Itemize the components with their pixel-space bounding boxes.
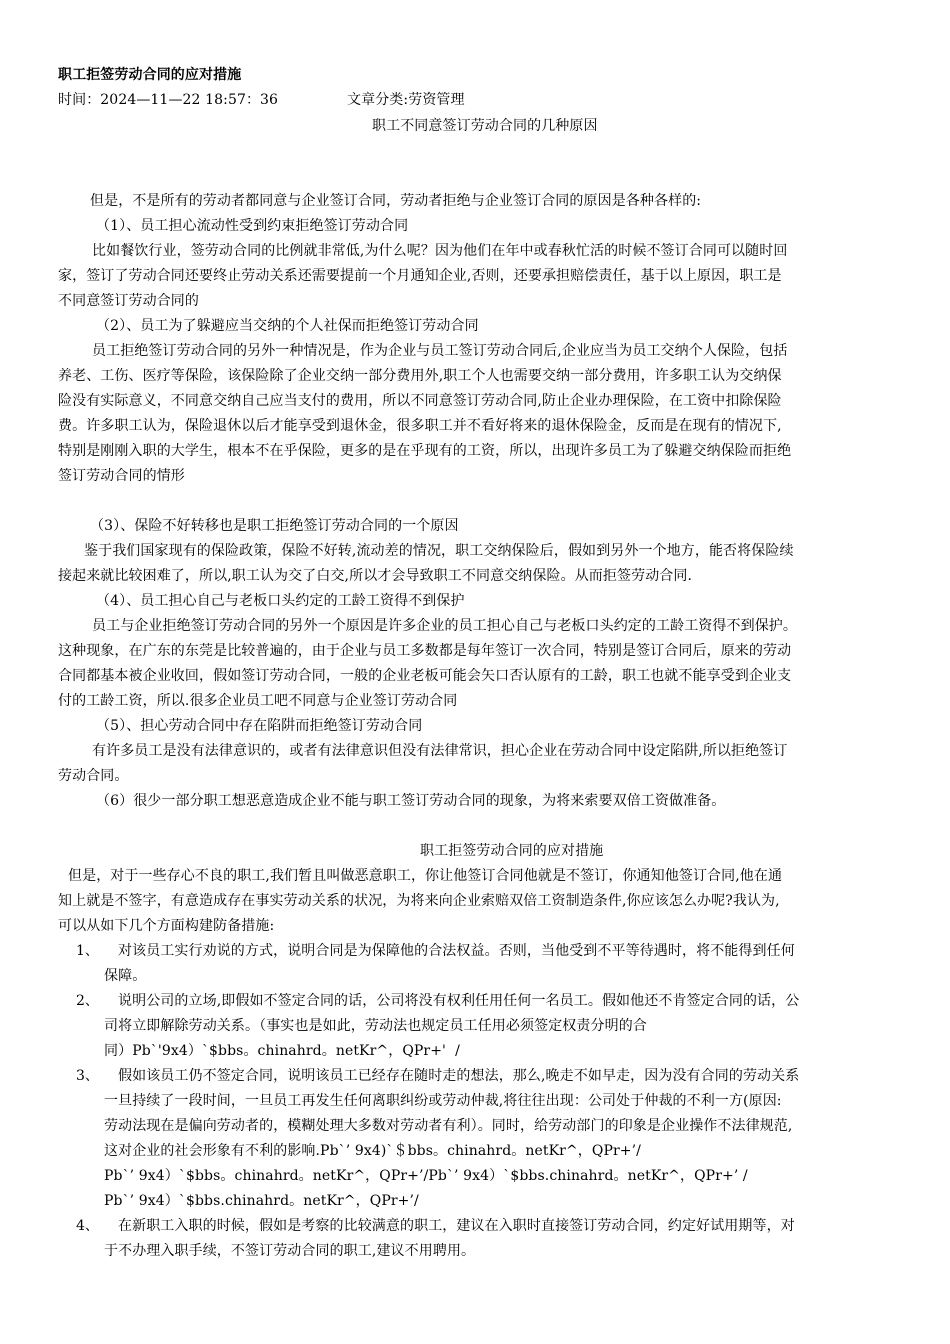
section-heading-measures: 职工拒签劳动合同的应对措施 xyxy=(420,843,604,859)
reason-text-line: 员工与企业拒绝签订劳动合同的另外一个原因是许多企业的员工担心自己与老板口头约定的工龄工资得不到保护。 xyxy=(92,618,797,634)
reason-heading: （4）、员工担心自己与老板口头约定的工龄工资得不到保护 xyxy=(96,593,465,609)
article-time: 时间：2024—11—22 18:57：36 xyxy=(58,92,279,108)
measure-text-line: 劳动法现在是偏向劳动者的，模糊处理大多数对劳动者有利）。同时，给劳动部门的印象是企业操作不法律规范, xyxy=(104,1118,793,1134)
reason-heading: （1）、员工担心流动性受到约束拒绝签订劳动合同 xyxy=(96,218,409,234)
intro-paragraph: 但是，不是所有的劳动者都同意与企业签订合同，劳动者拒绝与企业签订合同的原因是各种各样的: xyxy=(90,193,702,209)
measure-text-line: 于不办理入职手续，不签订劳动合同的职工,建议不用聘用。 xyxy=(104,1243,476,1259)
reason-heading: （6）很少一部分职工想恶意造成企业不能与职工签订劳动合同的现象，为将来索要双倍工资做准备。 xyxy=(96,793,726,809)
measure-number: 2、 xyxy=(76,993,99,1009)
measure-text-line: 同）Pb`'9x4）`$bbs。chinahrd。netKr^，QPr+' / xyxy=(104,1043,460,1059)
reason-text-line: 劳动合同。 xyxy=(58,768,129,784)
measure-text-line: 司将立即解除劳动关系。（事实也是如此，劳动法也规定员工任用必须签定权责分明的合 xyxy=(104,1018,647,1034)
measure-text-line: 在新职工入职的时候，假如是考察的比较满意的职工，建议在入职时直接签订劳动合同，约定好试用期等，对 xyxy=(118,1218,795,1234)
measure-number: 4、 xyxy=(76,1218,99,1234)
section-heading-reasons: 职工不同意签订劳动合同的几种原因 xyxy=(372,118,598,134)
measure-number: 3、 xyxy=(76,1068,99,1084)
reason-text-line: 费。许多职工认为，保险退休以后才能享受到退休金，很多职工并不看好将来的退休保险金，反而是在现有的情况下, xyxy=(58,418,782,434)
measure-text-line: 一旦持续了一段时间，一旦员工再发生任何离职纠纷或劳动仲裁,将往往出现：公司处于仲裁的不利一方(原因: xyxy=(104,1093,782,1109)
measure-text-line: 对该员工实行劝说的方式，说明合同是为保障他的合法权益。否则，当他受到不平等待遇时，将不能得到任何 xyxy=(118,943,795,959)
article-category: 文章分类:劳资管理 xyxy=(347,92,465,108)
measures-intro-line: 可以从如下几个方面构建防备措施: xyxy=(58,918,275,934)
reason-text-line: 养老、工伤、医疗等保险，该保险除了企业交纳一部分费用外,职工个人也需要交纳一部分费用，许多职工认为交纳保 xyxy=(58,368,782,384)
reason-text-line: 签订劳动合同的情形 xyxy=(58,468,185,484)
article-title: 职工拒签劳动合同的应对措施 xyxy=(58,67,242,83)
measure-text-line: Pb`’ 9x4）`$bbs.chinahrd。netKr^，QPr+’/ xyxy=(104,1193,419,1209)
reason-text-line: 这种现象，在广东的东莞是比较普遍的，由于企业与员工多数都是每年签订一次合同，特别是签订合同后，原来的劳动 xyxy=(58,643,792,659)
reason-text-line: 比如餐饮行业，签劳动合同的比例就非常低,为什么呢？因为他们在年中或春秋忙活的时候不签订合同可以随时回 xyxy=(92,243,788,259)
reason-text-line: 险没有实际意义，不同意交纳自己应当支付的费用，所以不同意签订劳动合同,防止企业办理保险，在工资中扣除保险 xyxy=(58,393,782,409)
measures-intro-line: 知上就是不签字，有意造成存在事实劳动关系的状况，为将来向企业索赔双倍工资制造条件,你应该怎么办呢?我认为, xyxy=(58,893,780,909)
reason-text-line: 家，签订了劳动合同还要终止劳动关系还需要提前一个月通知企业,否则，还要承担赔偿责任，基于以上原因，职工是 xyxy=(58,268,782,284)
reason-text-line: 员工拒绝签订劳动合同的另外一种情况是，作为企业与员工签订劳动合同后,企业应当为员工交纳个人保险，包括 xyxy=(92,343,788,359)
measure-text-line: 说明公司的立场,即假如不签定合同的话，公司将没有权利任用任何一名员工。假如他还不肯签定合同的话，公 xyxy=(118,993,800,1009)
reason-text-line: 鉴于我们国家现有的保险政策，保险不好转,流动差的情况，职工交纳保险后，假如到另外一个地方，能否将保险续 xyxy=(84,543,794,559)
reason-heading: （2）、员工为了躲避应当交纳的个人社保而拒绝签订劳动合同 xyxy=(96,318,479,334)
measure-text-line: 假如该员工仍不签定合同，说明该员工已经存在随时走的想法，那么,晚走不如早走，因为没有合同的劳动关系 xyxy=(118,1068,800,1084)
reason-text-line: 接起来就比较困难了，所以,职工认为交了白交,所以才会导致职工不同意交纳保险。从而拒签劳动合同. xyxy=(58,568,693,584)
reason-heading: （3）、保险不好转移也是职工拒绝签订劳动合同的一个原因 xyxy=(90,518,459,534)
measures-intro-line: 但是，对于一些存心不良的职工,我们暂且叫做恶意职工，你让他签订合同他就是不签订，你通知他签订合同,他在通 xyxy=(68,868,783,884)
reason-text-line: 特别是刚刚入职的大学生，根本不在乎保险，更多的是在乎现有的工资，所以，出现许多员工为了躲避交纳保险而拒绝 xyxy=(58,443,792,459)
reason-text-line: 不同意签订劳动合同的 xyxy=(58,293,199,309)
measure-text-line: Pb`’ 9x4）`$bbs。chinahrd。netKr^，QPr+’/Pb`’ 9x4）`$bbs.chinahrd。netKr^，QPr+’ / xyxy=(104,1168,748,1184)
reason-text-line: 有许多员工是没有法律意识的，或者有法律意识但没有法律常识，担心企业在劳动合同中设定陷阱,所以拒绝签订 xyxy=(92,743,788,759)
measure-text-line: 这对企业的社会形象有不利的影响.Pb`’ 9x4)`＄bbs。chinahrd。netKr^，QPr+’/ xyxy=(104,1143,641,1159)
measure-number: 1、 xyxy=(76,943,99,959)
measure-text-line: 保障。 xyxy=(104,968,147,984)
reason-text-line: 付的工龄工资，所以.很多企业员工吧不同意与企业签订劳动合同 xyxy=(58,693,458,709)
reason-text-line: 合同都基本被企业收回，假如签订劳动合同，一般的企业老板可能会矢口否认原有的工龄，职工也就不能享受到企业支 xyxy=(58,668,792,684)
reason-heading: （5）、担心劳动合同中存在陷阱而拒绝签订劳动合同 xyxy=(96,718,423,734)
